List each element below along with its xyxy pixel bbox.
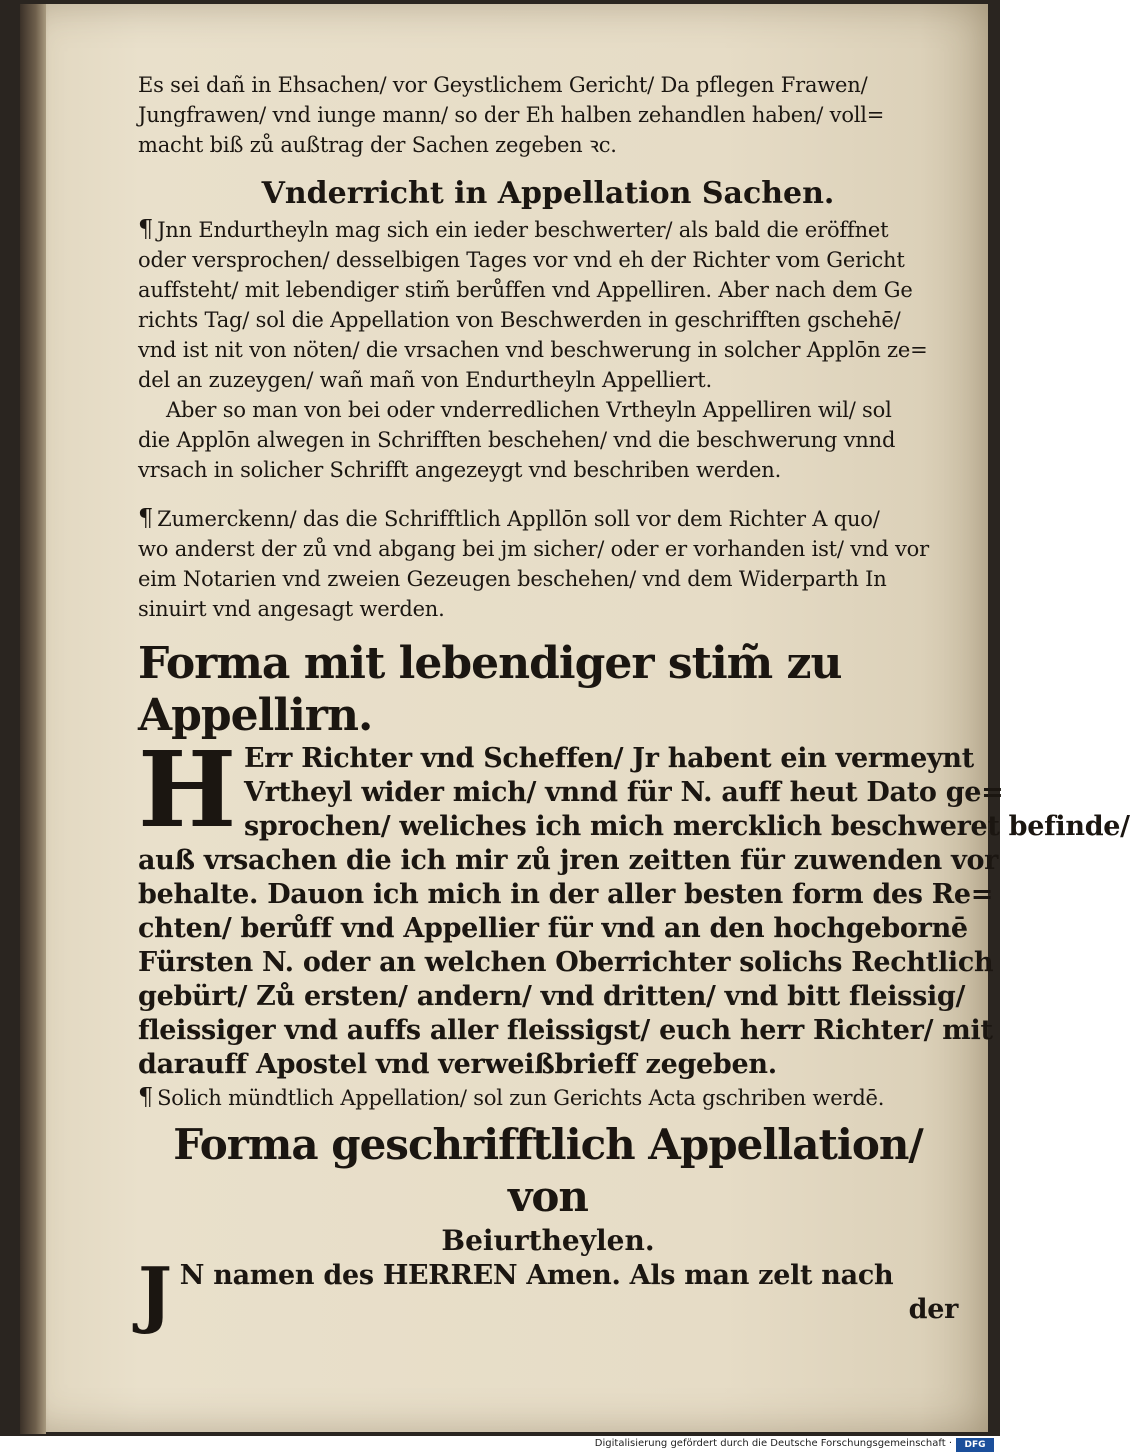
section-heading: Vnderricht in Appellation Sachen. xyxy=(261,176,835,211)
text-line: darauff Apostel vnd verweißbrieff zegeben. xyxy=(138,1049,777,1080)
text-line: vrsach in solicher Schrifft angezeygt vnd beschriben werden. xyxy=(138,458,782,482)
text-line: richts Tag/ sol die Appellation von Beschwerden in geschrifften gschehē/ xyxy=(138,308,901,332)
text-line: vnd ist nit von nöten/ die vrsachen vnd beschwerung in solcher Applōn ze= xyxy=(138,338,928,362)
forma-paragraph xyxy=(138,728,1130,1082)
text-line: ¶ Solich mündtlich Appellation/ sol zun Gerichts Acta gschriben werdē. xyxy=(138,1083,885,1111)
text-line: macht biß zů außtrag der Sachen zegeben ꝛc. xyxy=(138,133,617,157)
footer-credit: Digitalisierung gefördert durch die Deutsche Forschungsgemeinschaft · xyxy=(594,1438,952,1449)
text-line: sinuirt vnd angesagt werden. xyxy=(138,597,445,621)
text-line: Err Richter vnd Scheffen/ Jr habent ein vermeynt xyxy=(243,743,974,774)
text-line: die Applōn alwegen in Schrifften beschehen/ vnd die beschwerung vnnd xyxy=(138,428,896,452)
text-line: chten/ berůff vnd Appellier für vnd an den hochgebornē xyxy=(138,913,968,944)
text-line: fleissiger vnd auffs aller fleissigst/ euch herr Richter/ mit xyxy=(138,1015,993,1046)
text-line: wo anderst der zů vnd abgang bei jm sicher/ oder er vorhanden ist/ vnd vor xyxy=(138,537,929,561)
forma2-subheading: Beiurtheylen. xyxy=(441,1224,655,1257)
text-line: auffsteht/ mit lebendiger stim̃ berůffen vnd Appelliren. Aber nach dem Ge xyxy=(138,278,913,302)
text-line: eim Notarien vnd zweien Gezeugen beschehen/ vnd dem Widerparth In xyxy=(138,567,887,591)
catchword: der xyxy=(908,1294,958,1325)
text-line: gebürt/ Zů ersten/ andern/ vnd dritten/ vnd bitt fleissig/ xyxy=(138,981,966,1012)
paragraph-2 xyxy=(138,395,958,485)
forma-heading: Forma mit lebendiger stim̃ zu Appellirn. xyxy=(138,638,842,741)
text-line: Jungfrawen/ vnd iunge mann/ so der Eh halben zehandlen haben/ voll= xyxy=(138,103,885,127)
pilcrow-icon: ¶ xyxy=(138,215,154,243)
paragraph-3 xyxy=(138,503,958,624)
note-line xyxy=(138,1082,958,1113)
forma2-heading: Forma geschrifftlich Appellation/ von xyxy=(173,1120,923,1221)
text-line: del an zuzeygen/ wañ mañ von Endurtheyln Appelliert. xyxy=(138,368,712,392)
text-line: Aber so man von bei oder vnderredlichen Vrtheyln Appelliren wil/ sol xyxy=(166,398,892,422)
text-line: sprochen/ weliches ich mich mercklich beschweret befinde/ xyxy=(243,811,1130,842)
intro-paragraph xyxy=(138,70,958,160)
text-line: N namen des HERREN Amen. Als man zelt nach xyxy=(179,1260,894,1291)
text-line: auß vrsachen die ich mir zů jren zeitten für zuwenden vor xyxy=(138,845,999,876)
dropcap: H xyxy=(138,728,236,851)
dropcap: J xyxy=(138,1251,172,1336)
paragraph-1 xyxy=(138,214,958,395)
text-line: behalte. Dauon ich mich in der aller besten form des Re= xyxy=(138,879,994,910)
pilcrow-icon: ¶ xyxy=(138,504,154,532)
page-gutter xyxy=(20,4,46,1434)
text-line: oder versprochen/ desselbigen Tages vor vnd eh der Richter vom Gericht xyxy=(138,248,905,272)
text-line: ¶ Zumerckenn/ das die Schrifftlich Appllōn soll vor dem Richter A quo/ xyxy=(138,504,880,532)
page-text xyxy=(138,70,1130,1336)
forma2-paragraph xyxy=(138,1251,958,1336)
dfg-logo-icon[interactable]: DFG xyxy=(956,1438,994,1452)
text-line: Fürsten N. oder an welchen Oberrichter solichs Rechtlich xyxy=(138,947,994,978)
text-line: Es sei dañ in Ehsachen/ vor Geystlichem Gericht/ Da pflegen Frawen/ xyxy=(138,73,868,97)
pilcrow-icon: ¶ xyxy=(138,1083,154,1111)
footer-bar xyxy=(0,1436,1000,1455)
text-line: Vrtheyl wider mich/ vnnd für N. auff heut Dato ge= xyxy=(243,777,1004,808)
text-line: ¶ Jnn Endurtheyln mag sich ein ieder beschwerter/ als bald die eröffnet xyxy=(138,215,889,243)
book-page xyxy=(20,4,1130,1432)
